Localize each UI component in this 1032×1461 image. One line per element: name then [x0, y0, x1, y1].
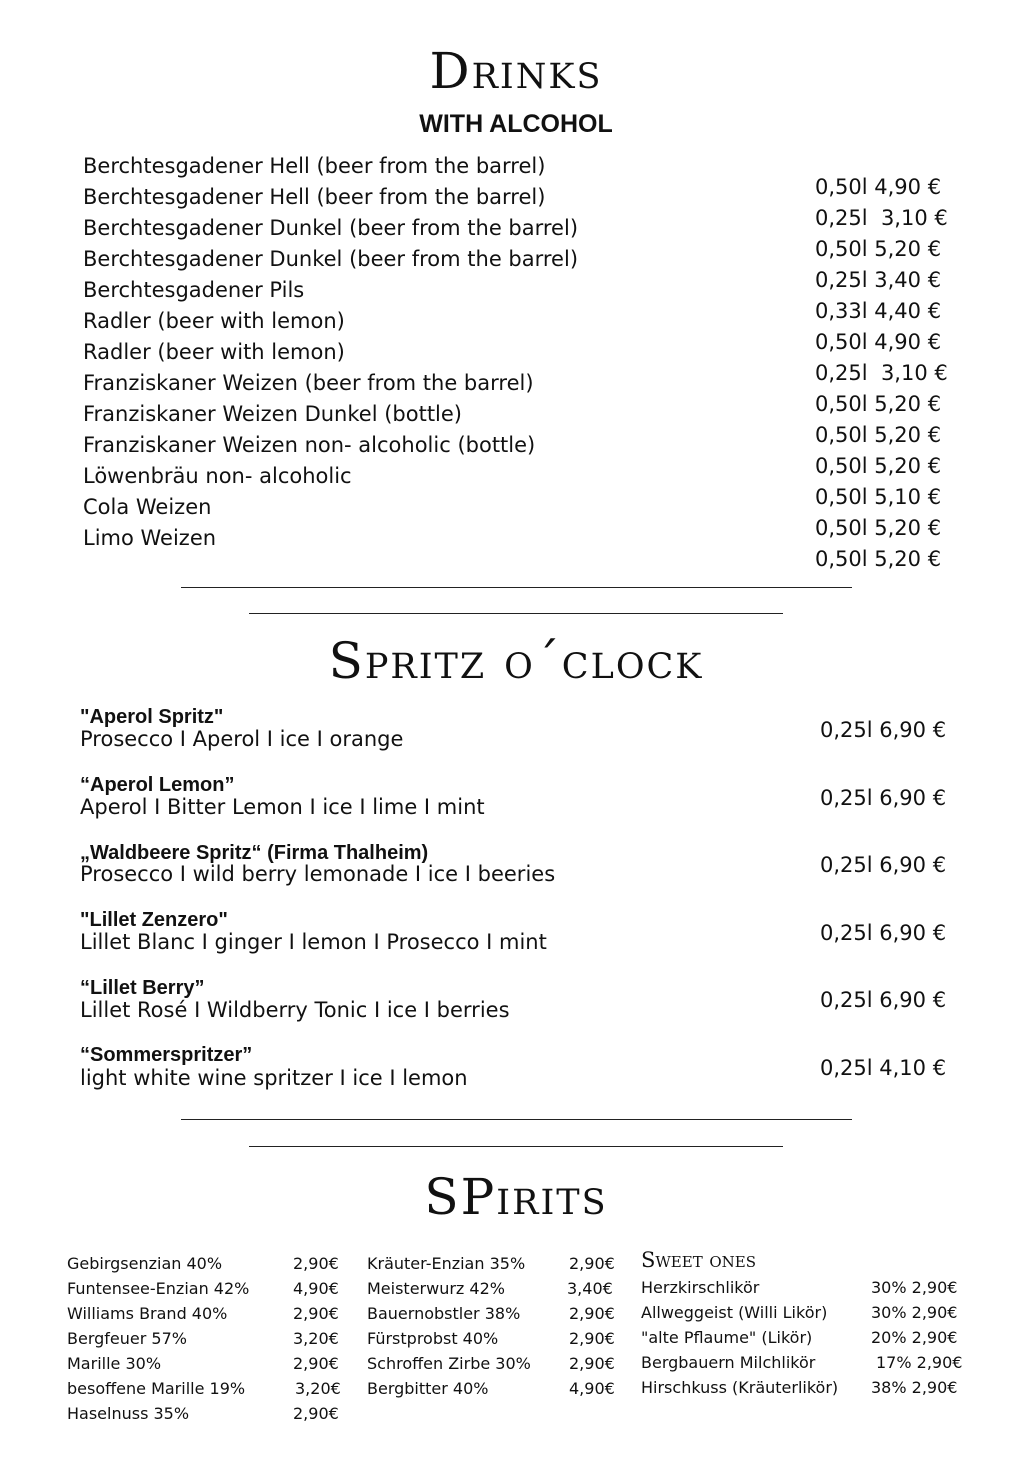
spritz-desc: Prosecco I Aperol I ice I orange [80, 727, 404, 751]
spirit-name: Haselnuss 35% [67, 1404, 190, 1423]
beer-price: 0,50l 5,10 € [815, 485, 942, 509]
beer-name: Radler (beer with lemon) [83, 340, 345, 364]
spritz-price: 0,25l 6,90 € [820, 786, 947, 810]
spirit-name: Bergbitter 40% [367, 1379, 489, 1398]
sweet-name: Herzkirschlikör [641, 1278, 760, 1297]
spritz-name: "Aperol Spritz" [80, 706, 224, 728]
spritz-desc: Prosecco I wild berry lemonade I ice I beeries [80, 862, 556, 886]
spritz-desc: Aperol I Bitter Lemon I ice I lime I mint [80, 795, 485, 819]
beer-name: Berchtesgadener Hell (beer from the barrel) [83, 185, 546, 209]
beer-name: Berchtesgadener Dunkel (beer from the barrel) [83, 216, 579, 240]
spritz-desc: Lillet Rosé I Wildberry Tonic I ice I berries [80, 998, 510, 1022]
spirit-name: Meisterwurz 42% [367, 1279, 505, 1298]
beer-price: 0,50l 5,20 € [815, 547, 942, 571]
spirit-price: 2,90€ [569, 1254, 615, 1273]
sweet-price: 38% 2,90€ [871, 1378, 958, 1397]
spirits-title: SPirits [424, 1168, 608, 1226]
spirit-price: 2,90€ [293, 1254, 339, 1273]
spritz-price: 0,25l 6,90 € [820, 988, 947, 1012]
spirit-name: Williams Brand 40% [67, 1304, 228, 1323]
divider-line [249, 613, 783, 614]
beer-name: Cola Weizen [83, 495, 212, 519]
beer-price: 0,50l 5,20 € [815, 516, 942, 540]
spritz-price: 0,25l 6,90 € [820, 718, 947, 742]
beer-name: Franziskaner Weizen Dunkel (bottle) [83, 402, 462, 426]
spritz-desc: Lillet Blanc I ginger I lemon I Prosecco I mint [80, 930, 547, 954]
spirit-name: Funtensee-Enzian 42% [67, 1279, 250, 1298]
beer-name: Berchtesgadener Hell (beer from the barrel) [83, 154, 546, 178]
spirit-price: 2,90€ [569, 1354, 615, 1373]
spirit-price: 3,20€ [295, 1379, 341, 1398]
beer-name: Limo Weizen [83, 526, 217, 550]
sweet-ones-title: Sweet ones [641, 1248, 757, 1272]
beer-name: Berchtesgadener Dunkel (beer from the barrel) [83, 247, 579, 271]
spirit-price: 2,90€ [293, 1354, 339, 1373]
beer-price: 0,33l 4,40 € [815, 299, 942, 323]
beer-price: 0,25l 3,10 € [815, 206, 948, 230]
sweet-name: Hirschkuss (Kräuterlikör) [641, 1378, 839, 1397]
spirit-name: Bergfeuer 57% [67, 1329, 187, 1348]
spirit-name: Fürstprobst 40% [367, 1329, 499, 1348]
spirit-price: 4,90€ [569, 1379, 615, 1398]
beer-name: Löwenbräu non- alcoholic [83, 464, 352, 488]
divider-line [249, 1146, 783, 1147]
spritz-price: 0,25l 6,90 € [820, 921, 947, 945]
beer-price: 0,50l 5,20 € [815, 423, 942, 447]
spirit-name: Gebirgsenzian 40% [67, 1254, 223, 1273]
beer-name: Berchtesgadener Pils [83, 278, 305, 302]
spritz-name: "Lillet Zenzero" [80, 909, 228, 931]
spirit-price: 2,90€ [293, 1404, 339, 1423]
beer-name: Franziskaner Weizen (beer from the barrel) [83, 371, 534, 395]
spirit-name: Marille 30% [67, 1354, 162, 1373]
beer-price: 0,50l 4,90 € [815, 175, 942, 199]
spritz-price: 0,25l 6,90 € [820, 853, 947, 877]
spirit-price: 2,90€ [569, 1304, 615, 1323]
spirit-name: besoffene Marille 19% [67, 1379, 246, 1398]
drinks-subtitle: WITH ALCOHOL [419, 110, 613, 138]
spirit-price: 2,90€ [569, 1329, 615, 1348]
sweet-price: 20% 2,90€ [871, 1328, 958, 1347]
spritz-price: 0,25l 4,10 € [820, 1056, 947, 1080]
beer-name: Franziskaner Weizen non- alcoholic (bottle) [83, 433, 536, 457]
beer-price: 0,50l 4,90 € [815, 330, 942, 354]
sweet-name: "alte Pflaume" (Likör) [641, 1328, 813, 1347]
spritz-name: „Waldbeere Spritz“ (Firma Thalheim) [80, 842, 429, 864]
beer-price: 0,50l 5,20 € [815, 454, 942, 478]
spritz-name: “Sommerspritzer” [80, 1044, 253, 1066]
beer-name: Radler (beer with lemon) [83, 309, 345, 333]
spirit-name: Kräuter-Enzian 35% [367, 1254, 526, 1273]
spirit-price: 2,90€ [293, 1304, 339, 1323]
spritz-name: “Lillet Berry” [80, 977, 205, 999]
beer-price: 0,25l 3,40 € [815, 268, 942, 292]
beer-price: 0,50l 5,20 € [815, 392, 942, 416]
spritz-name: “Aperol Lemon” [80, 774, 235, 796]
sweet-price: 30% 2,90€ [871, 1278, 958, 1297]
sweet-price: 17% 2,90€ [876, 1353, 963, 1372]
spritz-desc: light white wine spritzer I ice I lemon [80, 1066, 468, 1090]
spirit-price: 4,90€ [293, 1279, 339, 1298]
sweet-name: Allweggeist (Willi Likör) [641, 1303, 828, 1322]
spirit-name: Schroffen Zirbe 30% [367, 1354, 531, 1373]
spirit-price: 3,20€ [293, 1329, 339, 1348]
spirit-name: Bauernobstler 38% [367, 1304, 521, 1323]
beer-price: 0,25l 3,10 € [815, 361, 948, 385]
beer-price: 0,50l 5,20 € [815, 237, 942, 261]
spirit-price: 3,40€ [567, 1279, 613, 1298]
drinks-title: Drinks [429, 42, 603, 100]
sweet-price: 30% 2,90€ [871, 1303, 958, 1322]
spritz-title: Spritz o´clock [328, 632, 704, 690]
divider-line [181, 587, 852, 588]
divider-line [181, 1119, 852, 1120]
sweet-name: Bergbauern Milchlikör [641, 1353, 816, 1372]
